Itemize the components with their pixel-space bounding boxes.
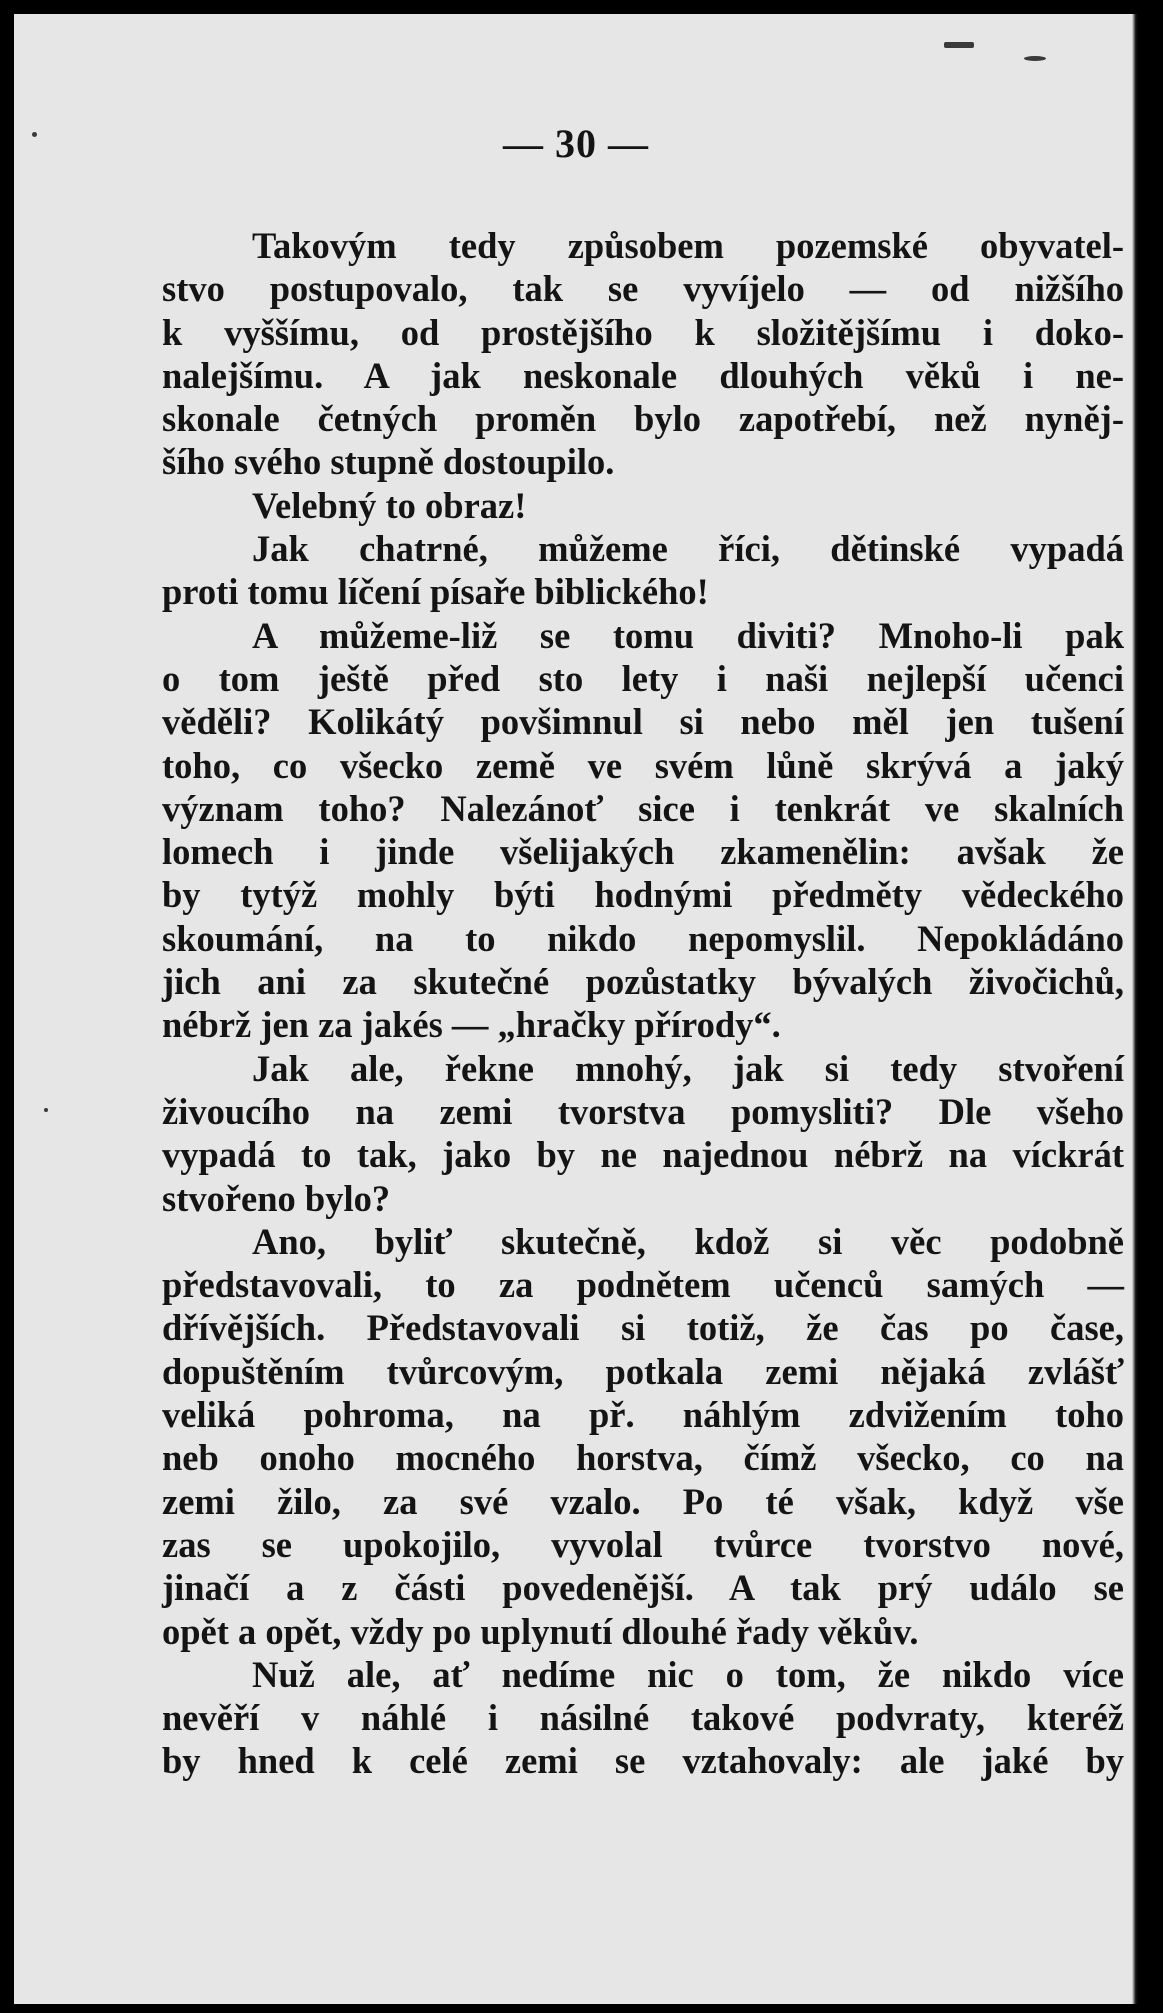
- ink-speck: [1024, 56, 1046, 61]
- text-line: Jak chatrné, můžeme říci, dětinské vypadá: [252, 528, 1124, 570]
- text-line: skoumání, na to nikdo nepomyslil. Nepokládáno: [162, 917, 1124, 959]
- text-line: veliká pohroma, na př. náhlým zdvižením toho: [162, 1394, 1124, 1436]
- text-line: by hned k celé zemi se vztahovaly: ale jaké by: [162, 1740, 1124, 1782]
- text-line: stvořeno bylo?: [162, 1177, 391, 1219]
- text-line: Ano, byliť skutečně, kdož si věc podobně: [252, 1220, 1124, 1262]
- text-line: představovali, to za podnětem učenců samých —: [162, 1264, 1124, 1306]
- text-line: Takovým tedy způsobem pozemské obyvatel-: [252, 225, 1124, 266]
- text-line: živoucího na zemi tvorstva pomysliti? Dle všeho: [162, 1090, 1124, 1132]
- text-line: neb onoho mocného horstva, čímž všecko, co na: [162, 1437, 1124, 1479]
- page-edge-shadow: [1132, 14, 1138, 2004]
- body-text: [162, 224, 1124, 1783]
- page-number: — 30 —: [503, 121, 649, 166]
- text-line: by tytýž mohly býti hodnými předměty vědeckého: [162, 874, 1124, 916]
- ink-speck: [944, 42, 974, 48]
- text-line: o tom ještě před sto lety i naši nejlepší učenci: [162, 657, 1124, 699]
- text-line: jinačí a z části povedenější. A tak prý událo se: [162, 1567, 1124, 1609]
- text-line: dřívějších. Představovali si totiž, že čas po čase,: [162, 1307, 1124, 1349]
- text-line: opět a opět, vždy po uplynutí dlouhé řady věkův.: [162, 1610, 919, 1652]
- text-line: lomech i jinde všelijakých zkamenělin: avšak že: [162, 831, 1124, 873]
- text-line: nébrž jen za jakés — „hračky přírody“.: [162, 1004, 781, 1046]
- text-line: význam toho? Nalezánoť sice i tenkrát ve skalních: [162, 787, 1124, 829]
- text-line: zemi žilo, za své vzalo. Po té však, když vše: [162, 1480, 1124, 1522]
- text-line: jich ani za skutečné pozůstatky bývalých živočichů,: [162, 961, 1124, 1003]
- text-line: vypadá to tak, jako by ne najednou nébrž na víckrát: [162, 1134, 1124, 1176]
- scanned-page: [14, 14, 1138, 2004]
- text-line: skonale četných proměn bylo zapotřebí, než nyněj-: [162, 398, 1124, 440]
- text-line: stvo postupovalo, tak se vyvíjelo — od nižšího: [162, 268, 1124, 310]
- text-line: Nuž ale, ať nedíme nic o tom, že nikdo více: [252, 1653, 1124, 1695]
- text-line: Velebný to obraz!: [252, 484, 527, 526]
- text-line: nevěří v náhlé i násilné takové podvraty, kteréž: [162, 1697, 1124, 1739]
- text-line: k vyššímu, od prostějšího k složitějšímu i doko-: [162, 311, 1124, 353]
- ink-speck: [44, 1108, 48, 1112]
- text-line: šího svého stupně dostoupilo.: [162, 441, 615, 483]
- text-line: věděli? Kolikátý povšimnul si nebo měl jen tušení: [162, 701, 1124, 743]
- text-line: zas se upokojilo, vyvolal tvůrce tvorstvo nové,: [162, 1523, 1124, 1565]
- text-line: A můžeme-liž se tomu diviti? Mnoho-li pak: [252, 614, 1124, 656]
- text-line: proti tomu líčení písaře biblického!: [162, 571, 709, 613]
- text-line: nalejšímu. A jak neskonale dlouhých věků i ne-: [162, 354, 1124, 396]
- text-line: dopuštěním tvůrcovým, potkala zemi nějaká zvlášť: [162, 1350, 1124, 1392]
- text-line: Jak ale, řekne mnohý, jak si tedy stvoření: [252, 1047, 1124, 1089]
- text-line: toho, co všecko země ve svém lůně skrývá a jaký: [162, 744, 1124, 786]
